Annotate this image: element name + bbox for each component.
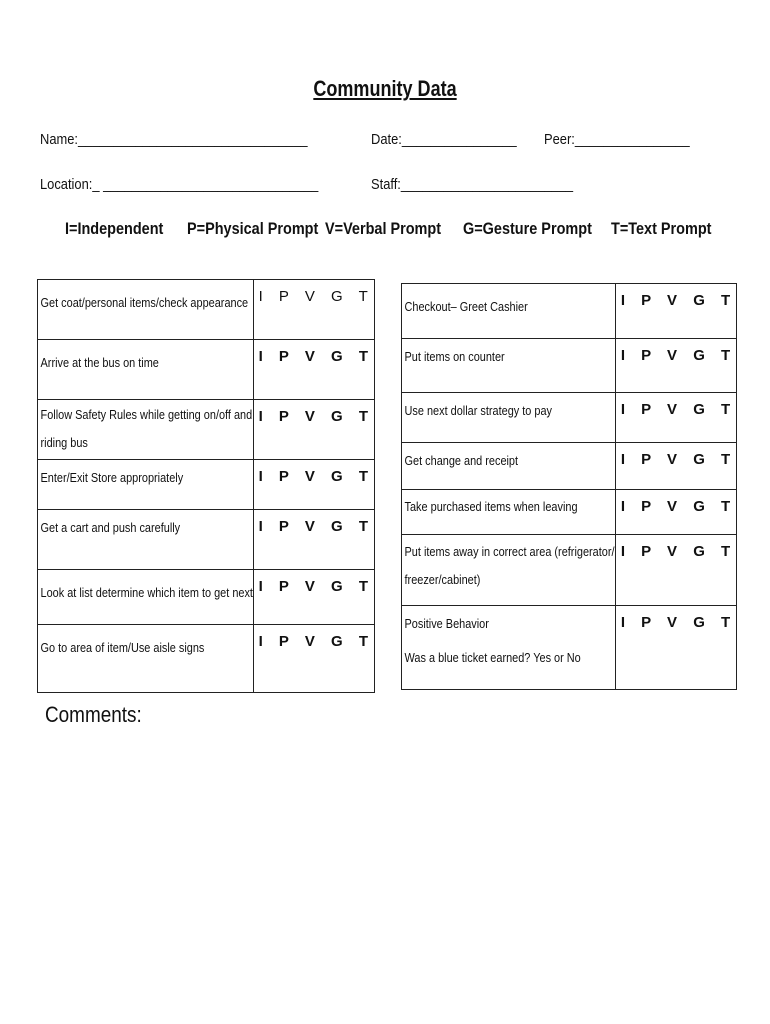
task-label: Arrive at the bus on time [40, 355, 159, 370]
peer-field[interactable]: Peer:________________ [544, 131, 690, 148]
table-row [38, 400, 375, 460]
legend-gesture: G=Gesture Prompt [463, 219, 592, 238]
name-field[interactable]: Name:________________________________ [40, 131, 308, 148]
task-label: Get a cart and push carefully [40, 520, 181, 535]
task-label: Positive Behavior [404, 616, 489, 631]
task-label: Put items away in correct area (refrigerator/ freezer/cabinet) [404, 544, 615, 587]
table-row [38, 460, 375, 510]
score-options[interactable]: I P V G T [620, 292, 737, 309]
score-options[interactable]: I P V G T [620, 401, 737, 418]
task-label: Get coat/personal items/check appearance [40, 295, 249, 310]
task-label: Put items on counter [404, 349, 505, 364]
task-label: Go to area of item/Use aisle signs [40, 640, 205, 655]
table-row [402, 443, 737, 490]
table-row [402, 393, 737, 443]
score-options[interactable]: I P V G T [258, 288, 374, 305]
task-label: Use next dollar strategy to pay [404, 403, 553, 418]
table-row [402, 606, 737, 690]
location-field[interactable]: Location:_ ______________________________ [40, 176, 319, 193]
task-label: Take purchased items when leaving [404, 499, 578, 514]
table-row [402, 490, 737, 535]
table-row [38, 570, 375, 625]
right-task-table [401, 283, 737, 690]
staff-field[interactable]: Staff:________________________ [371, 176, 574, 193]
task-label: Follow Safety Rules while getting on/off and riding bus [40, 407, 253, 450]
score-options[interactable]: I P V G T [258, 408, 374, 425]
score-options[interactable]: I P V G T [620, 614, 737, 631]
score-options[interactable]: I P V G T [258, 518, 374, 535]
score-options[interactable]: I P V G T [620, 498, 737, 515]
table-row [38, 510, 375, 570]
score-options[interactable]: I P V G T [258, 348, 374, 365]
task-label: Enter/Exit Store appropriately [40, 470, 184, 485]
table-row [402, 339, 737, 393]
score-options[interactable]: I P V G T [258, 578, 374, 595]
task-label: Get change and receipt [404, 453, 519, 468]
score-options[interactable]: I P V G T [258, 468, 374, 485]
score-options[interactable]: I P V G T [258, 633, 374, 650]
table-row [38, 625, 375, 693]
date-field[interactable]: Date:________________ [371, 131, 517, 148]
comments-label: Comments: [45, 702, 142, 727]
score-options[interactable]: I P V G T [620, 543, 737, 560]
task-label: Checkout– Greet Cashier [404, 299, 528, 314]
score-options[interactable]: I P V G T [620, 451, 737, 468]
table-row [402, 284, 737, 339]
table-row [402, 535, 737, 606]
table-row [38, 340, 375, 400]
legend-physical: P=Physical Prompt [187, 219, 319, 238]
legend-verbal: V=Verbal Prompt [325, 219, 442, 238]
blue-ticket-question[interactable]: Was a blue ticket earned? Yes or No [404, 650, 581, 665]
table-row [38, 280, 375, 340]
task-label: Look at list determine which item to get next [40, 585, 253, 600]
legend-independent: I=Independent [65, 219, 164, 238]
legend-text: T=Text Prompt [611, 219, 712, 238]
page-title: Community Data [313, 76, 457, 101]
score-options[interactable]: I P V G T [620, 347, 737, 364]
left-task-table [37, 279, 375, 693]
